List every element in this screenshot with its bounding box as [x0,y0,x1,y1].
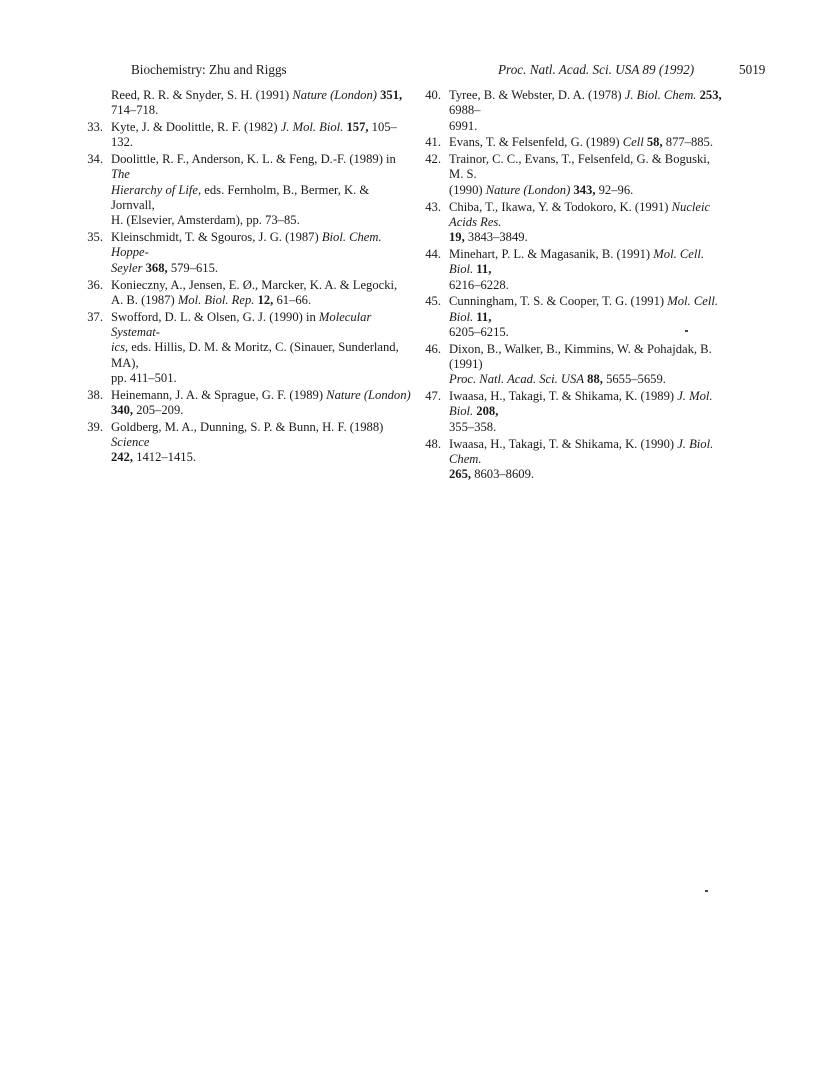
reference-item [87,230,413,276]
journal-title: J. Mol. Biol. [449,389,713,419]
reference-item [425,135,725,150]
reference-line [111,293,413,308]
reference-number: 46. [425,341,441,356]
reference-line [111,103,413,118]
reference-line [111,310,413,341]
reference-text: Minehart, P. L. & Magasanik, B. (1991) [449,246,654,261]
journal-title: Molecular Systemat- [111,309,372,339]
reference-line [449,200,725,231]
journal-title: Biol. Chem. Hoppe- [111,230,382,260]
volume-number: 343, [573,182,596,197]
reference-line [111,152,413,183]
reference-number: 34. [87,152,103,167]
volume-number: 19, [449,230,465,245]
reference-item [87,88,413,119]
reference-line [111,340,413,371]
journal-title: J. Biol. Chem. [624,88,697,102]
reference-line [111,120,413,151]
reference-line [449,294,725,325]
reference-text: Goldberg, M. A., Dunning, S. P. & Bunn, H. F. (1988) [111,419,384,434]
reference-text: 6988– [449,103,481,118]
journal-title: The [111,167,130,182]
reference-item [425,88,725,134]
reference-number: 41. [425,135,441,150]
reference-text: , eds. Hillis, D. M. & Moritz, C. (Sinauer, Sunderland, MA), [111,340,399,370]
journal-title: Science [111,435,150,450]
reference-text: H. (Elsevier, Amsterdam), pp. 73–85. [111,213,300,228]
journal-title: J. Mol. Biol. [280,120,344,135]
journal-title: J. Biol. Chem. [449,436,714,466]
reference-text: Cunningham, T. S. & Cooper, T. G. (1991) [449,294,668,309]
reference-text: Tyree, B. & Webster, D. A. (1978) [449,88,625,102]
reference-text: Trainor, C. C., Evans, T., Felsenfeld, G. & Boguski, M. S. [449,152,710,182]
reference-number: 37. [87,309,103,324]
reference-line [449,467,725,482]
reference-text: 579–615. [167,260,219,275]
header-authors: Biochemistry: Zhu and Riggs [131,62,287,77]
reference-text: Iwaasa, H., Takagi, T. & Shikama, K. (1989) [449,389,678,404]
journal-title: Mol. Cell. Biol. [449,294,718,324]
volume-number: 253, [699,88,722,102]
reference-text: , eds. Fernholm, B., Bermer, K. & Jornvall, [111,182,370,213]
reference-number: 35. [87,230,103,245]
journal-title: Hierarchy of Life [111,182,198,197]
volume-number: 368, [145,260,168,275]
journal-title: Nucleic Acids Res. [449,199,711,229]
header-journal: Proc. Natl. Acad. Sci. USA 89 (1992) [498,62,695,77]
volume-number: 351, [380,88,403,102]
reference-item [87,152,413,228]
reference-text: 714–718. [111,103,159,118]
reference-line [449,183,725,198]
reference-line [449,437,725,468]
reference-item [87,388,413,419]
reference-item [87,278,413,309]
reference-line [449,342,725,373]
reference-line [449,372,725,387]
reference-text: 205–209. [133,402,184,417]
reference-item [425,342,725,388]
journal-title: Proc. Natl. Acad. Sci. USA [449,372,585,387]
running-header [0,62,816,82]
reference-number: 48. [425,436,441,451]
reference-text: Evans, T. & Felsenfeld, G. (1989) [449,135,623,150]
reference-text: 6205–6215. [449,324,509,339]
reference-text: 355–358. [449,419,497,434]
references-left-column [87,88,413,467]
reference-text: Kyte, J. & Doolittle, R. F. (1982) [111,120,281,135]
reference-line [449,389,725,420]
journal-title: Cell [622,135,644,150]
reference-text: 105–132. [111,120,397,150]
volume-number: 157, [346,120,369,135]
reference-text: Dixon, B., Walker, B., Kimmins, W. & Pohajdak, B. (1991) [449,341,712,372]
reference-line [111,261,413,276]
reference-number: 44. [425,246,441,261]
stray-mark [705,890,708,892]
journal-title: Mol. Biol. Rep. [177,292,255,307]
journal-title: Seyler [111,260,143,275]
reference-line [111,230,413,261]
volume-number: 265, [449,467,472,482]
volume-number: 11, [476,262,492,277]
reference-number: 42. [425,152,441,167]
volume-number: 58, [646,135,663,150]
reference-line [449,325,725,340]
reference-item [425,437,725,483]
reference-text: Heinemann, J. A. & Sprague, G. F. (1989) [111,387,327,402]
reference-text: Kleinschmidt, T. & Sgouros, J. G. (1987) [111,230,322,245]
reference-number: 38. [87,387,103,402]
reference-item [425,200,725,246]
reference-number: 47. [425,389,441,404]
reference-line [449,230,725,245]
reference-line [111,278,413,293]
reference-number: 33. [87,120,103,135]
reference-line [111,420,413,451]
volume-number: 242, [111,450,134,465]
reference-line [111,183,413,214]
reference-text: 3843–3849. [464,230,528,245]
reference-number: 40. [425,88,441,102]
journal-title: Nature (London) [485,182,571,197]
reference-text: 92–96. [595,182,634,197]
page-number: 5019 [739,62,766,77]
reference-line [449,88,725,119]
reference-item [87,120,413,151]
reference-line [449,420,725,435]
journal-title: Nature (London) [326,387,411,402]
journal-title: Mol. Cell. Biol. [449,246,705,277]
volume-number: 12, [257,292,274,307]
reference-text: Reed, R. R. & Snyder, S. H. (1991) [111,88,293,102]
reference-item [425,294,725,340]
volume-number: 88, [587,372,603,387]
volume-number: 11, [476,309,492,324]
reference-text: 5655–5659. [602,372,666,387]
reference-line [111,450,413,465]
reference-text: 6991. [449,118,478,133]
reference-number: 45. [425,294,441,309]
reference-text: pp. 411–501. [111,370,177,385]
reference-item [425,152,725,198]
volume-number: 340, [111,402,134,417]
references-right-column [425,88,725,484]
reference-text: Konieczny, A., Jensen, E. Ø., Marcker, K. A. & Legocki, [111,277,398,292]
reference-text: 61–66. [273,292,312,307]
reference-text: 6216–6228. [449,277,509,292]
reference-line [449,135,725,150]
reference-text: (1990) [449,182,486,197]
reference-item [425,389,725,435]
reference-line [111,388,413,403]
reference-number: 36. [87,277,103,292]
reference-text: Swofford, D. L. & Olsen, G. J. (1990) in [111,309,319,324]
reference-line [111,88,413,103]
reference-number: 43. [425,199,441,214]
volume-number: 208, [476,404,499,419]
journal-title: Nature (London) [292,88,377,102]
reference-line [449,119,725,134]
stray-mark [685,330,688,332]
reference-line [111,403,413,418]
reference-item [87,420,413,466]
reference-line [449,247,725,278]
reference-text: 8603–8609. [471,467,535,482]
reference-text: Iwaasa, H., Takagi, T. & Shikama, K. (1990) [449,436,678,451]
reference-item [425,247,725,293]
reference-text: A. B. (1987) [111,292,178,307]
journal-title: ics [111,340,125,355]
reference-text: Doolittle, R. F., Anderson, K. L. & Feng, D.-F. (1989) in [111,152,396,167]
reference-line [449,278,725,293]
reference-line [449,152,725,183]
reference-line [111,371,413,386]
reference-text: Chiba, T., Ikawa, Y. & Todokoro, K. (1991) [449,199,672,214]
reference-text: 1412–1415. [133,450,197,465]
reference-number: 39. [87,419,103,434]
reference-line [111,213,413,228]
reference-item [87,310,413,386]
reference-text: 877–885. [662,135,713,150]
